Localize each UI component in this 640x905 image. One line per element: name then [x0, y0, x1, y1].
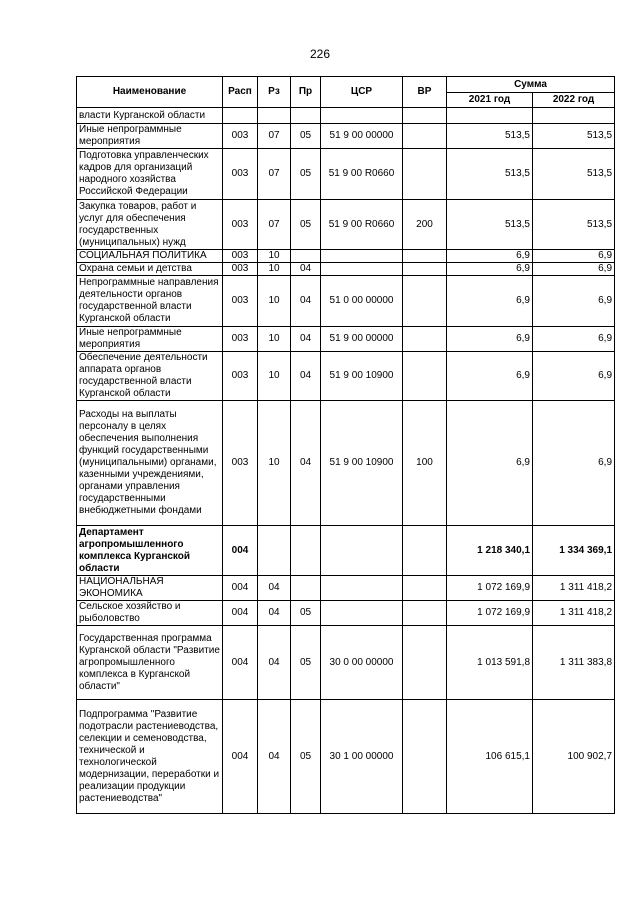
table-row	[77, 149, 615, 200]
row-sum-2021	[447, 108, 533, 124]
row-pr: 05	[291, 700, 321, 814]
row-rz: 04	[258, 576, 291, 601]
row-sum-2022	[533, 108, 615, 124]
row-rz: 07	[258, 149, 291, 200]
header-sum: Сумма	[447, 77, 615, 93]
row-rasp: 003	[223, 263, 258, 276]
page-number: 226	[309, 47, 331, 61]
row-rasp: 004	[223, 700, 258, 814]
row-sum-2022: 6,9	[533, 401, 615, 526]
row-sum-2022: 6,9	[533, 327, 615, 352]
row-name: Закупка товаров, работ и услуг для обеспечения государственных (муниципальных) нужд	[77, 200, 223, 250]
table-row	[77, 401, 615, 526]
row-sum-2021: 6,9	[447, 327, 533, 352]
table-row	[77, 576, 615, 601]
row-vr	[403, 700, 447, 814]
row-rz: 10	[258, 263, 291, 276]
row-name: власти Курганской области	[77, 108, 223, 124]
row-name: Сельское хозяйство и рыболовство	[77, 601, 223, 626]
row-name: Департамент агропромышленного комплекса Курганской области	[77, 526, 223, 576]
row-rasp: 004	[223, 526, 258, 576]
row-rasp: 003	[223, 250, 258, 263]
row-sum-2022: 6,9	[533, 276, 615, 327]
row-pr: 05	[291, 124, 321, 149]
table-row	[77, 108, 615, 124]
row-pr: 05	[291, 149, 321, 200]
row-sum-2022: 513,5	[533, 200, 615, 250]
row-vr	[403, 276, 447, 327]
row-name: СОЦИАЛЬНАЯ ПОЛИТИКА	[77, 250, 223, 263]
row-rasp: 003	[223, 327, 258, 352]
table-body	[77, 108, 615, 814]
row-csr: 51 9 00 00000	[321, 327, 403, 352]
row-vr	[403, 352, 447, 401]
row-rasp: 003	[223, 276, 258, 327]
table-row	[77, 327, 615, 352]
row-sum-2022: 1 311 418,2	[533, 576, 615, 601]
row-vr: 200	[403, 200, 447, 250]
row-sum-2021: 513,5	[447, 124, 533, 149]
row-name: Подпрограмма "Развитие подотрасли растениеводства, селекции и семеноводства, технической и технологической модернизации, переработки и реализации продукции растениеводства"	[77, 700, 223, 814]
row-vr	[403, 327, 447, 352]
header-name: Наименование	[77, 77, 223, 108]
row-vr	[403, 149, 447, 200]
row-sum-2021: 6,9	[447, 401, 533, 526]
row-rasp	[223, 108, 258, 124]
row-sum-2021: 6,9	[447, 276, 533, 327]
row-sum-2022: 6,9	[533, 250, 615, 263]
row-rz: 04	[258, 601, 291, 626]
header-csr: ЦСР	[321, 77, 403, 108]
row-csr: 51 9 00 R0660	[321, 149, 403, 200]
row-name: Обеспечение деятельности аппарата органов государственной власти Курганской области	[77, 352, 223, 401]
table-row	[77, 352, 615, 401]
row-name: Охрана семьи и детства	[77, 263, 223, 276]
row-rz	[258, 108, 291, 124]
row-name: Иные непрограммные мероприятия	[77, 124, 223, 149]
row-sum-2022: 1 311 383,8	[533, 626, 615, 700]
row-sum-2022: 6,9	[533, 263, 615, 276]
row-pr	[291, 526, 321, 576]
row-sum-2021: 1 072 169,9	[447, 576, 533, 601]
table-row	[77, 601, 615, 626]
row-name: Расходы на выплаты персоналу в целях обеспечения выполнения функций государственными (муниципальными) органами, казенными учреждениями, органами управления государственными внебюджетными фондами	[77, 401, 223, 526]
row-csr	[321, 601, 403, 626]
header-2022: 2022 год	[533, 93, 615, 108]
row-vr	[403, 124, 447, 149]
row-sum-2022: 1 311 418,2	[533, 601, 615, 626]
row-pr: 04	[291, 276, 321, 327]
row-pr: 04	[291, 263, 321, 276]
row-sum-2022: 6,9	[533, 352, 615, 401]
row-rasp: 003	[223, 149, 258, 200]
row-rasp: 004	[223, 601, 258, 626]
row-rz: 07	[258, 124, 291, 149]
row-rz: 04	[258, 700, 291, 814]
row-pr: 05	[291, 626, 321, 700]
row-csr	[321, 263, 403, 276]
row-pr: 04	[291, 401, 321, 526]
row-name: Иные непрограммные мероприятия	[77, 327, 223, 352]
row-rz: 10	[258, 401, 291, 526]
row-sum-2022: 100 902,7	[533, 700, 615, 814]
row-rz: 10	[258, 327, 291, 352]
row-csr	[321, 250, 403, 263]
row-sum-2021: 1 013 591,8	[447, 626, 533, 700]
table-row	[77, 526, 615, 576]
row-rasp: 003	[223, 124, 258, 149]
row-vr	[403, 250, 447, 263]
row-name: Государственная программа Курганской области "Развитие агропромышленного комплекса в Курганской области"	[77, 626, 223, 700]
header-pr: Пр	[291, 77, 321, 108]
row-csr: 30 0 00 00000	[321, 626, 403, 700]
header-2021: 2021 год	[447, 93, 533, 108]
row-sum-2021: 6,9	[447, 352, 533, 401]
row-sum-2021: 513,5	[447, 149, 533, 200]
row-rasp: 003	[223, 352, 258, 401]
row-rasp: 003	[223, 200, 258, 250]
table-row	[77, 200, 615, 250]
row-rz: 10	[258, 352, 291, 401]
row-pr	[291, 576, 321, 601]
row-vr: 100	[403, 401, 447, 526]
row-csr: 51 9 00 10900	[321, 401, 403, 526]
row-csr: 51 0 00 00000	[321, 276, 403, 327]
row-vr	[403, 108, 447, 124]
budget-table	[76, 76, 615, 814]
table-row	[77, 626, 615, 700]
header-rasp: Расп	[223, 77, 258, 108]
row-sum-2022: 1 334 369,1	[533, 526, 615, 576]
row-vr	[403, 601, 447, 626]
row-pr: 05	[291, 200, 321, 250]
table-row	[77, 250, 615, 263]
row-pr: 05	[291, 601, 321, 626]
row-pr	[291, 108, 321, 124]
row-rasp: 004	[223, 576, 258, 601]
row-csr: 51 9 00 R0660	[321, 200, 403, 250]
row-csr: 30 1 00 00000	[321, 700, 403, 814]
row-sum-2021: 1 218 340,1	[447, 526, 533, 576]
row-csr	[321, 526, 403, 576]
row-pr: 04	[291, 327, 321, 352]
row-csr: 51 9 00 10900	[321, 352, 403, 401]
row-rz: 07	[258, 200, 291, 250]
row-sum-2021: 6,9	[447, 250, 533, 263]
header-vr: ВР	[403, 77, 447, 108]
row-vr	[403, 263, 447, 276]
row-pr	[291, 250, 321, 263]
row-name: НАЦИОНАЛЬНАЯ ЭКОНОМИКА	[77, 576, 223, 601]
table-row	[77, 124, 615, 149]
table-row	[77, 700, 615, 814]
row-sum-2022: 513,5	[533, 149, 615, 200]
header-rz: Рз	[258, 77, 291, 108]
table-row	[77, 276, 615, 327]
row-rz: 10	[258, 276, 291, 327]
row-sum-2021: 1 072 169,9	[447, 601, 533, 626]
row-rasp: 003	[223, 401, 258, 526]
table-row	[77, 263, 615, 276]
row-vr	[403, 526, 447, 576]
row-csr	[321, 108, 403, 124]
row-vr	[403, 576, 447, 601]
row-rz	[258, 526, 291, 576]
row-name: Подготовка управленческих кадров для организаций народного хозяйства Российской Федерации	[77, 149, 223, 200]
row-name: Непрограммные направления деятельности органов государственной власти Курганской области	[77, 276, 223, 327]
row-vr	[403, 626, 447, 700]
row-sum-2022: 513,5	[533, 124, 615, 149]
row-csr	[321, 576, 403, 601]
row-rasp: 004	[223, 626, 258, 700]
row-sum-2021: 6,9	[447, 263, 533, 276]
row-csr: 51 9 00 00000	[321, 124, 403, 149]
row-sum-2021: 513,5	[447, 200, 533, 250]
row-sum-2021: 106 615,1	[447, 700, 533, 814]
row-pr: 04	[291, 352, 321, 401]
row-rz: 04	[258, 626, 291, 700]
row-rz: 10	[258, 250, 291, 263]
